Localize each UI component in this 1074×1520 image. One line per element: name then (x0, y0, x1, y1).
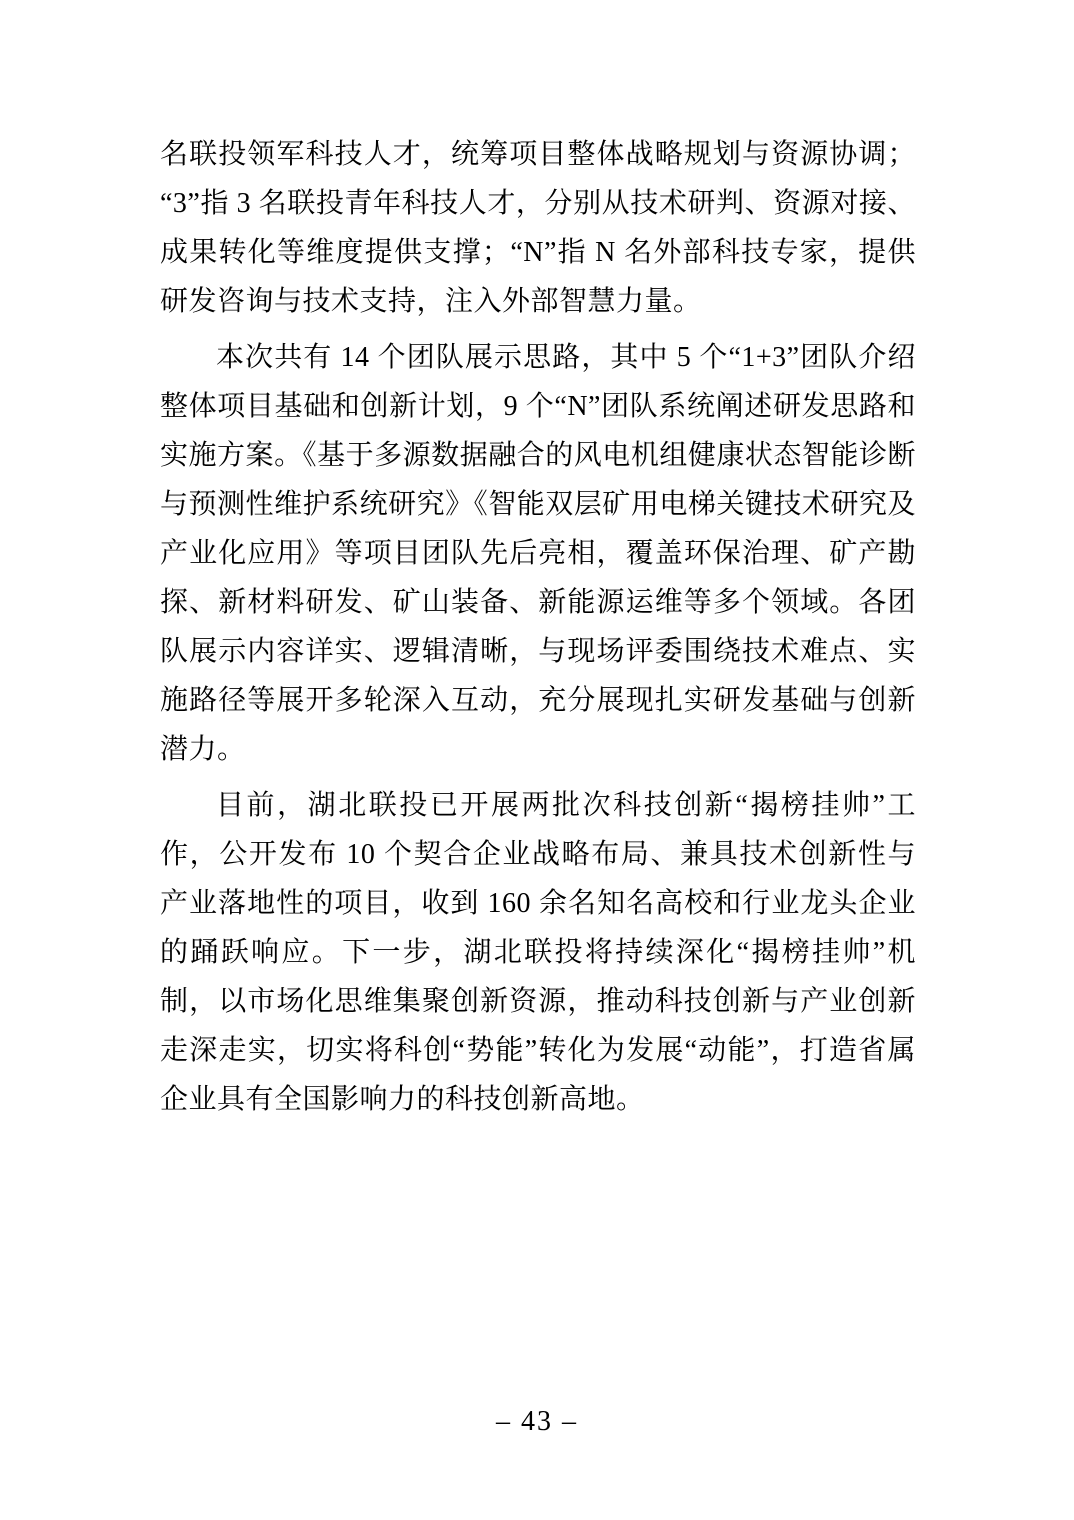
body-paragraph: 目前，湖北联投已开展两批次科技创新“揭榜挂帅”工作，公开发布 10 个契合企业战略布局、兼具技术创新性与产业落地性的项目，收到 160 余名知名高校和行业龙头企业的踊跃响应。下一步，湖北联投将持续深化“揭榜挂帅”机制，以市场化思维集聚创新资源，推动科技创新与产业创新走深走实，切实将科创“势能”转化为发展“动能”，打造省属企业具有全国影响力的科技创新高地。 (160, 790, 916, 1115)
page-number: – 43 – (496, 1406, 578, 1437)
document-body (160, 130, 916, 1124)
body-paragraph: 本次共有 14 个团队展示思路，其中 5 个“1+3”团队介绍整体项目基础和创新计划，9 个“N”团队系统阐述研发思路和实施方案。《基于多源数据融合的风电机组健康状态智能诊断与预测性维护系统研究》《智能双层矿用电梯关键技术研究及产业化应用》等项目团队先后亮相，覆盖环保治理、矿产勘探、新材料研发、矿山装备、新能源运维等多个领域。各团队展示内容详实、逻辑清晰，与现场评委围绕技术难点、实施路径等展开多轮深入互动，充分展现扎实研发基础与创新潜力。 (160, 342, 916, 765)
body-paragraph: 名联投领军科技人才，统筹项目整体战略规划与资源协调；“3”指 3 名联投青年科技人才，分别从技术研判、资源对接、成果转化等维度提供支撑；“N”指 N 名外部科技专家，提供研发咨询与技术支持，注入外部智慧力量。 (160, 139, 916, 317)
